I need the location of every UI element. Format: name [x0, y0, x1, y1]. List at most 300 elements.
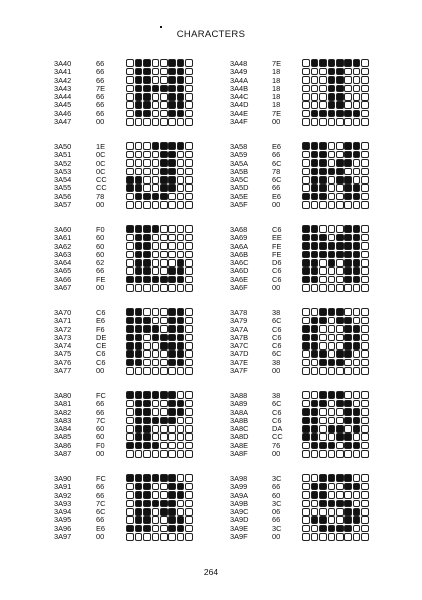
pixel-cell	[353, 118, 361, 126]
pixel-cell	[361, 101, 369, 109]
pixel-cell	[311, 350, 319, 358]
pixel-cell	[344, 110, 352, 118]
hex-value: C6	[272, 274, 282, 284]
pixel-cell	[126, 350, 134, 358]
pixel-cell	[185, 59, 193, 67]
pixel-cell	[319, 68, 327, 76]
pixel-cell	[143, 276, 151, 284]
pixel-cell	[311, 400, 319, 408]
address: 3A95	[54, 515, 72, 525]
pixel-cell	[319, 76, 327, 84]
pixel-cell	[135, 234, 143, 242]
pixel-cell	[185, 433, 193, 441]
pixel-cell	[328, 101, 336, 109]
pixel-cell	[160, 251, 168, 259]
pixel-cell	[328, 251, 336, 259]
pixel-cell	[126, 184, 134, 192]
hex-value: 00	[96, 532, 105, 542]
byte-row	[230, 284, 302, 292]
pixel-cell	[353, 325, 361, 333]
pixel-cell	[328, 442, 336, 450]
pixel-cell	[126, 201, 134, 209]
page-title: CHARACTERS	[176, 29, 246, 40]
hex-value: C6	[272, 332, 282, 342]
pixel-cell	[152, 491, 160, 499]
pixel-cell	[353, 59, 361, 67]
pixel-cell	[344, 400, 352, 408]
pixel-cell	[302, 483, 310, 491]
pixel-cell	[311, 525, 319, 533]
pixel-cell	[135, 251, 143, 259]
pixel-cell	[336, 176, 344, 184]
left-column	[54, 59, 234, 557]
pixel-cell	[126, 242, 134, 250]
pixel-cell	[302, 284, 310, 292]
pixel-cell	[344, 276, 352, 284]
hex-value: 66	[96, 399, 105, 409]
pixel-cell	[152, 516, 160, 524]
pixel-cell	[143, 234, 151, 242]
pixel-cell	[311, 491, 319, 499]
address: 3A74	[54, 341, 72, 351]
pixel-cell	[152, 525, 160, 533]
byte-rows	[54, 60, 126, 126]
byte-rows	[54, 143, 126, 209]
pixel-cell	[336, 350, 344, 358]
pixel-cell	[328, 483, 336, 491]
pixel-cell	[177, 516, 185, 524]
pixel-cell	[311, 516, 319, 524]
pixel-cell	[361, 118, 369, 126]
pixel-cell	[311, 259, 319, 267]
pixel-cell	[311, 184, 319, 192]
pixel-cell	[160, 425, 168, 433]
pixel-cell	[126, 491, 134, 499]
pixel-cell	[311, 474, 319, 482]
pixel-cell	[168, 267, 176, 275]
pixel-cell	[353, 342, 361, 350]
pixel-cell	[302, 59, 310, 67]
pixel-cell	[185, 400, 193, 408]
pixel-cell	[328, 350, 336, 358]
hex-value: 66	[96, 490, 105, 500]
right-column	[230, 59, 410, 557]
pixel-cell	[302, 159, 310, 167]
pixel-cell	[319, 474, 327, 482]
pixel-cell	[160, 176, 168, 184]
pixel-cell	[319, 408, 327, 416]
address: 3A5F	[230, 200, 248, 210]
pixel-cell	[319, 391, 327, 399]
byte-row	[230, 450, 302, 458]
pixel-cell	[302, 118, 310, 126]
pixel-cell	[319, 350, 327, 358]
byte-row	[230, 533, 302, 541]
pixel-cell	[160, 267, 168, 275]
pixel-cell	[152, 334, 160, 342]
byte-row	[230, 367, 302, 375]
pixel-cell	[143, 525, 151, 533]
pixel-cell	[160, 201, 168, 209]
pixel-cell	[336, 317, 344, 325]
hex-value: 66	[272, 482, 281, 492]
pixel-cell	[135, 450, 143, 458]
pixel-cell	[168, 350, 176, 358]
pixel-cell	[353, 317, 361, 325]
pixel-cell	[143, 533, 151, 541]
pixel-cell	[361, 450, 369, 458]
pixel-cell	[126, 500, 134, 508]
pixel-cell	[336, 68, 344, 76]
hex-value: 00	[96, 283, 105, 293]
pixel-cell	[336, 259, 344, 267]
pixel-cell	[319, 276, 327, 284]
pixel-cell	[361, 242, 369, 250]
pixel-cell	[302, 251, 310, 259]
hex-value: 6C	[272, 399, 282, 409]
hex-value: 7E	[272, 108, 282, 118]
address: 3A78	[230, 308, 248, 317]
pixel-cell	[152, 251, 160, 259]
pixel-cell	[328, 474, 336, 482]
pixel-cell	[143, 159, 151, 167]
pixel-cell	[344, 325, 352, 333]
pixel-cell	[311, 408, 319, 416]
pixel-cell	[160, 284, 168, 292]
pixel-cell	[311, 168, 319, 176]
pixel-cell	[336, 308, 344, 316]
pixel-cell	[328, 242, 336, 250]
pixel-cell	[126, 334, 134, 342]
pixel-cell	[177, 151, 185, 159]
hex-value: E6	[272, 191, 282, 201]
pixel-cell	[185, 408, 193, 416]
pixel-cell	[328, 491, 336, 499]
hex-value: 1E	[96, 142, 106, 151]
pixel-cell	[152, 391, 160, 399]
pixel-cell	[135, 68, 143, 76]
address: 3A6D	[230, 266, 249, 276]
pixel-cell	[177, 474, 185, 482]
pixel-cell	[311, 359, 319, 367]
pixel-cell	[168, 508, 176, 516]
pixel-cell	[302, 184, 310, 192]
pixel-cell	[353, 110, 361, 118]
pixel-cell	[126, 325, 134, 333]
byte-rows	[54, 226, 126, 292]
pixel-cell	[177, 450, 185, 458]
pixel-cell	[302, 101, 310, 109]
pixel-cell	[344, 151, 352, 159]
address: 3A84	[54, 424, 72, 434]
pixel-cell	[185, 159, 193, 167]
pixel-cell	[185, 201, 193, 209]
pixel-cell	[177, 400, 185, 408]
character-block	[230, 308, 410, 391]
pixel-cell	[185, 533, 193, 541]
pixel-cell	[344, 367, 352, 375]
pixel-cell	[135, 350, 143, 358]
pixel-cell	[328, 359, 336, 367]
hex-value: 0C	[96, 158, 106, 168]
address: 3A4C	[230, 92, 249, 102]
pixel-cell	[311, 276, 319, 284]
byte-rows	[230, 143, 302, 209]
pixel-cell	[311, 334, 319, 342]
pixel-cell	[185, 242, 193, 250]
pixel-cell	[336, 325, 344, 333]
pixel-cell	[135, 491, 143, 499]
pixel-cell	[344, 59, 352, 67]
pixel-cell	[328, 159, 336, 167]
pixel-cell	[185, 142, 193, 150]
pixel-cell	[160, 308, 168, 316]
address: 3A45	[54, 100, 72, 110]
pixel-cell	[336, 93, 344, 101]
pixel-cell	[302, 176, 310, 184]
pixel-cell	[361, 525, 369, 533]
pixel-cell	[353, 142, 361, 150]
pixel-cell	[328, 391, 336, 399]
hex-value: 78	[272, 166, 281, 176]
pixel-cell	[152, 259, 160, 267]
pixel-cell	[160, 242, 168, 250]
pixel-cell	[328, 76, 336, 84]
address: 3A8A	[230, 407, 249, 417]
pixel-cell	[302, 308, 310, 316]
hex-value: 78	[96, 191, 105, 201]
hex-value: C6	[96, 349, 106, 359]
pixel-cell	[302, 417, 310, 425]
hex-value: 00	[272, 532, 281, 542]
pixel-cell	[135, 242, 143, 250]
pixel-cell	[361, 483, 369, 491]
pixel-cell	[185, 391, 193, 399]
byte-row	[54, 284, 126, 292]
character-block	[54, 391, 234, 474]
bitmap-grid	[302, 225, 369, 292]
pixel-cell	[319, 101, 327, 109]
pixel-cell	[319, 259, 327, 267]
pixel-cell	[344, 442, 352, 450]
pixel-cell	[336, 59, 344, 67]
pixel-cell	[344, 516, 352, 524]
pixel-cell	[185, 350, 193, 358]
pixel-cell	[302, 491, 310, 499]
pixel-cell	[311, 68, 319, 76]
pixel-cell	[168, 474, 176, 482]
pixel-cell	[328, 234, 336, 242]
pixel-cell	[185, 76, 193, 84]
address: 3A93	[54, 498, 72, 508]
pixel-cell	[311, 391, 319, 399]
address: 3A8C	[230, 424, 249, 434]
pixel-cell	[168, 450, 176, 458]
pixel-cell	[353, 508, 361, 516]
pixel-cell	[160, 450, 168, 458]
pixel-cell	[135, 442, 143, 450]
pixel-cell	[336, 284, 344, 292]
pixel-cell	[160, 342, 168, 350]
pixel-cell	[143, 59, 151, 67]
pixel-cell	[160, 168, 168, 176]
hex-value: 00	[96, 117, 105, 127]
hex-value: FE	[272, 249, 282, 259]
pixel-cell	[361, 367, 369, 375]
address: 3A83	[54, 415, 72, 425]
address: 3A85	[54, 432, 72, 442]
hex-value: 00	[272, 117, 281, 127]
hex-value: FE	[96, 274, 106, 284]
hex-value: 06	[272, 507, 281, 517]
pixel-cell	[353, 151, 361, 159]
pixel-cell	[143, 201, 151, 209]
hex-value: 66	[96, 100, 105, 110]
pixel-cell	[185, 276, 193, 284]
pixel-cell	[135, 184, 143, 192]
pixel-cell	[185, 308, 193, 316]
pixel-cell	[160, 533, 168, 541]
pixel-cell	[185, 450, 193, 458]
pixel-cell	[311, 201, 319, 209]
pixel-cell	[185, 118, 193, 126]
pixel-cell	[168, 308, 176, 316]
pixel-cell	[336, 184, 344, 192]
pixel-cell	[126, 308, 134, 316]
pixel-cell	[177, 159, 185, 167]
hex-value: 38	[272, 391, 281, 400]
pixel-cell	[328, 367, 336, 375]
pixel-cell	[311, 500, 319, 508]
pixel-cell	[143, 184, 151, 192]
pixel-cell	[168, 110, 176, 118]
pixel-cell	[361, 151, 369, 159]
pixel-cell	[319, 201, 327, 209]
pixel-cell	[143, 359, 151, 367]
pixel-cell	[152, 350, 160, 358]
pixel-cell	[328, 284, 336, 292]
pixel-cell	[177, 101, 185, 109]
pixel-cell	[344, 85, 352, 93]
pixel-cell	[344, 425, 352, 433]
pixel-cell	[135, 325, 143, 333]
pixel-cell	[185, 251, 193, 259]
pixel-cell	[126, 193, 134, 201]
character-block	[54, 308, 234, 391]
pixel-cell	[319, 168, 327, 176]
pixel-cell	[336, 110, 344, 118]
hex-value: 0C	[96, 166, 106, 176]
pixel-cell	[143, 118, 151, 126]
pixel-cell	[168, 491, 176, 499]
address: 3A6B	[230, 249, 249, 259]
pixel-cell	[353, 267, 361, 275]
hex-value: 7E	[96, 83, 106, 93]
address: 3A6C	[230, 258, 249, 268]
address: 3A79	[230, 316, 248, 326]
pixel-cell	[319, 267, 327, 275]
pixel-cell	[177, 59, 185, 67]
pixel-cell	[344, 483, 352, 491]
address: 3A56	[54, 191, 72, 201]
pixel-cell	[336, 367, 344, 375]
pixel-cell	[336, 400, 344, 408]
pixel-cell	[328, 276, 336, 284]
pixel-cell	[168, 325, 176, 333]
bitmap-grid	[126, 391, 193, 458]
pixel-cell	[319, 325, 327, 333]
hex-value: E6	[96, 523, 106, 533]
hex-value: 3C	[272, 523, 282, 533]
pixel-cell	[328, 259, 336, 267]
pixel-cell	[353, 408, 361, 416]
pixel-cell	[353, 93, 361, 101]
pixel-cell	[319, 417, 327, 425]
pixel-cell	[328, 325, 336, 333]
pixel-cell	[302, 76, 310, 84]
hex-value: 38	[272, 357, 281, 367]
pixel-cell	[302, 201, 310, 209]
pixel-cell	[168, 259, 176, 267]
address: 3A4A	[230, 75, 249, 85]
byte-row	[54, 533, 126, 541]
pixel-cell	[311, 142, 319, 150]
pixel-cell	[126, 284, 134, 292]
pixel-cell	[336, 118, 344, 126]
pixel-cell	[185, 267, 193, 275]
pixel-cell	[152, 308, 160, 316]
pixel-cell	[143, 101, 151, 109]
address: 3A7E	[230, 357, 249, 367]
page-number: 264	[203, 567, 219, 577]
address: 3A9D	[230, 515, 249, 525]
pixel-cell	[302, 525, 310, 533]
byte-rows	[54, 392, 126, 458]
address: 3A99	[230, 482, 248, 492]
pixel-cell	[361, 276, 369, 284]
pixel-cell	[177, 142, 185, 150]
pixel-cell	[185, 425, 193, 433]
pixel-cell	[344, 234, 352, 242]
address: 3A8D	[230, 432, 249, 442]
pixel-cell	[177, 201, 185, 209]
pixel-cell	[353, 193, 361, 201]
pixel-cell	[143, 68, 151, 76]
address: 3A68	[230, 225, 248, 234]
pixel-cell	[177, 193, 185, 201]
pixel-cell	[353, 76, 361, 84]
pixel-cell	[353, 176, 361, 184]
pixel-cell	[336, 142, 344, 150]
pixel-cell	[336, 251, 344, 259]
hex-value: C6	[96, 357, 106, 367]
hex-value: 66	[96, 67, 105, 77]
pixel-cell	[177, 308, 185, 316]
pixel-cell	[143, 342, 151, 350]
pixel-cell	[152, 225, 160, 233]
pixel-cell	[344, 508, 352, 516]
pixel-cell	[344, 184, 352, 192]
pixel-cell	[160, 118, 168, 126]
pixel-cell	[361, 193, 369, 201]
pixel-cell	[177, 118, 185, 126]
address: 3A60	[54, 225, 72, 234]
address: 3A97	[54, 532, 72, 542]
pixel-cell	[353, 259, 361, 267]
pixel-cell	[135, 85, 143, 93]
hex-value: C6	[272, 324, 282, 334]
pixel-cell	[185, 342, 193, 350]
